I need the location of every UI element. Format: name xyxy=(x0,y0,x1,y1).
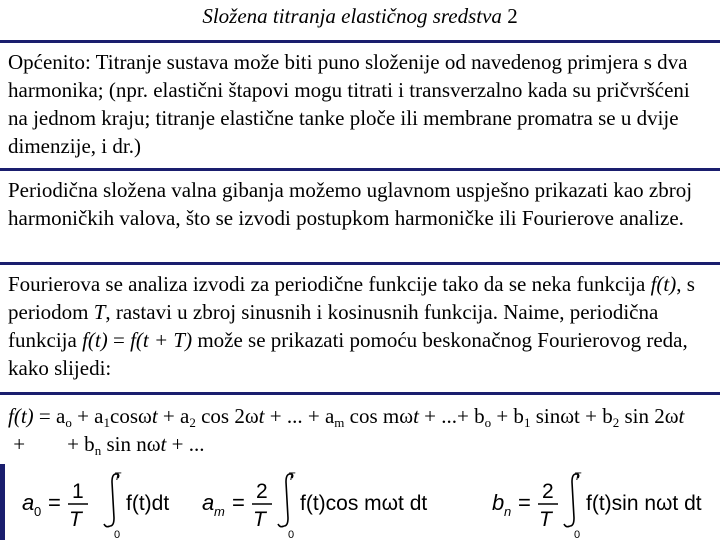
fourier-series-formula: $f(t) = a_o + a_1\cos\omega t + a_2$ cos 2ωt + ... + $a_m$ cos mωt + ...+ $b_o + b_1$ $\sin\omega t + b_2$ sin 2ωt + + $b_n$ sin nωt + ... xyxy=(8,404,685,458)
title-number: 2 xyxy=(507,4,518,28)
a0-denominator: T xyxy=(69,508,82,531)
integral-a0 xyxy=(22,470,182,541)
paragraph-2: Periodična složena valna gibanja možemo uglavnom uspješno prikazati kao zbroj harmoničkih valova, što se izvodi postupkom harmoničke ili Fourierove analize. xyxy=(8,178,693,230)
title-text: Složena titranja elastičnog sredstva xyxy=(202,4,502,28)
bn-integrand: f(t)sin nωt dt xyxy=(586,492,702,515)
bn-equals: = xyxy=(518,490,531,515)
bn-numerator: 2 xyxy=(542,480,554,503)
a0-sub: 0 xyxy=(34,504,42,519)
integral-am xyxy=(202,470,442,541)
am-upper-limit: T xyxy=(288,471,295,483)
am-numerator: 2 xyxy=(256,480,268,503)
am-sub: m xyxy=(214,504,225,519)
bn-lower-limit: 0 xyxy=(574,529,581,541)
divider xyxy=(0,168,720,171)
a0-integrand: f(t)dt xyxy=(126,492,170,515)
am-lower-limit: 0 xyxy=(288,529,295,541)
divider xyxy=(0,40,720,43)
bn-denominator: T xyxy=(539,508,552,531)
bn-upper-limit: T xyxy=(574,471,581,483)
integral-bn xyxy=(492,470,714,541)
paragraph-3: Fourierova se analiza izvodi za periodične funkcije tako da se neka funkcija f(t), s periodom T, rastavi u zbroj sinusnih i kosinusnih funkcija. Naime, periodična funkcija f(t) = f(t + T) može se prikazati pomoću beskonačnog Fourierovog reda, kako slijedi: xyxy=(8,272,695,380)
a0-upper-limit: T xyxy=(114,471,121,483)
a0-numerator: 1 xyxy=(72,480,84,503)
bn-sub: n xyxy=(504,504,512,519)
a0-equals: = xyxy=(48,490,61,515)
paragraph-1: Općenito: Titranje sustava može biti puno složenije od navedenog primjera s dva harmonika; (npr. elastični štapovi mogu titrati i transverzalno kada su pričvršćeni na jednom kraju; titranje elastične tanke ploče ili membrane promatra se u dvije dimenzije, i dr.) xyxy=(8,50,690,158)
am-equals: = xyxy=(232,490,245,515)
am-lhs: a xyxy=(202,490,215,515)
a0-lower-limit: 0 xyxy=(114,529,121,541)
page-title xyxy=(0,4,720,29)
bn-lhs: b xyxy=(492,490,505,515)
am-denominator: T xyxy=(253,508,266,531)
divider xyxy=(0,262,720,265)
corner-accent xyxy=(0,464,5,540)
am-integrand: f(t)cos mωt dt xyxy=(300,492,428,515)
divider xyxy=(0,392,720,395)
a0-lhs: a xyxy=(22,490,35,515)
